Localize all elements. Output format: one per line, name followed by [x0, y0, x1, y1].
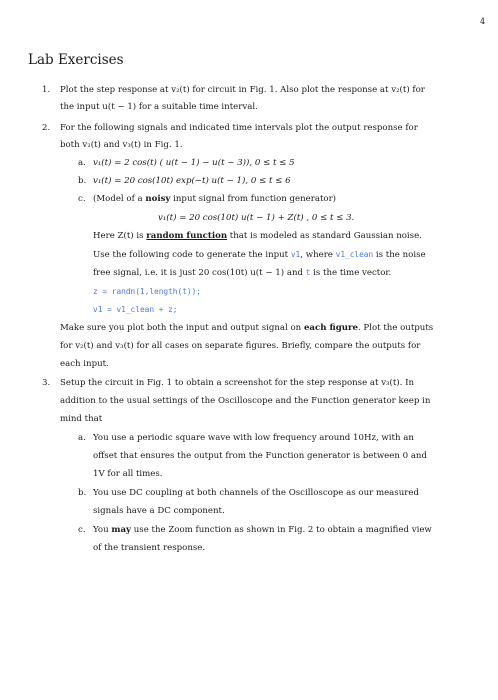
item-3a-line-1: You use a periodic square wave with low frequency around 10Hz, with an — [93, 433, 414, 443]
here-bold: random function — [146, 231, 228, 241]
code-line-1: z = randn(1,length(t)); — [93, 287, 201, 296]
use-mid: , where — [300, 250, 336, 260]
item-3-line-2: addition to the usual settings of the Oscilloscope and the Function generator keep in — [60, 396, 431, 406]
item-2b-text: v₁(t) = 20 cos(10t) exp(−t) u(t − 1), 0 ≤ t ≤ 6 — [93, 176, 291, 186]
item-2-line-1: For the following signals and indicated time intervals plot the output response for — [60, 123, 418, 133]
free-pre: free signal, i.e. it is just 20 cos(10t) u(t − 1) and — [93, 268, 306, 278]
item-2c-bold: noisy — [145, 194, 171, 204]
item-3b-line-2: signals have a DC component. — [93, 506, 225, 516]
item-2a-text: v₁(t) = 2 cos(t) ( u(t − 1) − u(t − 3)), 0 ≤ t ≤ 5 — [93, 158, 295, 168]
make-pre: Make sure you plot both the input and output signal on — [60, 323, 304, 333]
item-3b-letter: b. — [78, 488, 87, 498]
item-3c-bold: may — [111, 525, 132, 535]
item-2-make-line-1 — [60, 322, 433, 334]
use-pre: Use the following code to generate the input — [93, 250, 291, 260]
item-3a-line-2: offset that ensures the output from the Function generator is between 0 and — [93, 451, 427, 461]
free-post: is the time vector. — [310, 268, 392, 278]
code-line-2: v1 = v1_clean + z; — [93, 305, 178, 314]
item-2c-equation: v₁(t) = 20 cos(10t) u(t − 1) + Z(t) , 0 ≤ t ≤ 3. — [158, 213, 355, 223]
item-3c-line-2: of the transient response. — [93, 543, 206, 553]
item-2c-free-line — [93, 267, 391, 279]
item-3c-letter: c. — [78, 525, 86, 535]
here-pre: Here Z(t) is — [93, 231, 147, 241]
make-bold: each figure — [303, 323, 358, 333]
item-2-line-2: both v₂(t) and v₃(t) in Fig. 1. — [60, 140, 183, 150]
item-1-line-1: Plot the step response at v₂(t) for circuit in Fig. 1. Also plot the response at v₂(t) for — [60, 85, 425, 95]
item-3c-pre: You — [93, 525, 112, 535]
item-2-make-line-2: for v₂(t) and v₃(t) for all cases on separate figures. Briefly, compare the outputs for — [60, 341, 421, 351]
item-1-number: 1. — [42, 85, 51, 95]
item-2c-here-line — [93, 230, 422, 242]
item-2c-pre: (Model of a — [93, 194, 146, 204]
page-heading: Lab Exercises — [28, 52, 124, 68]
page-number: 4 — [480, 17, 486, 26]
item-1-line-2: the input u(t − 1) for a suitable time interval. — [60, 102, 258, 112]
item-2a-letter: a. — [78, 158, 86, 168]
item-3c-post: use the Zoom function as shown in Fig. 2 to obtain a magnified view — [131, 525, 432, 535]
item-2-make-line-3: each input. — [60, 359, 109, 369]
use-code-2: v1_clean — [335, 250, 374, 259]
use-post: is the noise — [373, 250, 426, 260]
item-2c-letter: c. — [78, 194, 86, 204]
item-2c-text — [93, 193, 336, 205]
item-2-number: 2. — [42, 123, 51, 133]
item-3-line-1: Setup the circuit in Fig. 1 to obtain a screenshot for the step response at v₃(t). In — [60, 378, 415, 388]
item-2c-use-line — [93, 249, 426, 261]
item-3b-line-1: You use DC coupling at both channels of the Oscilloscope as our measured — [93, 488, 419, 498]
item-3a-letter: a. — [78, 433, 86, 443]
make-post: . Plot the outputs — [357, 323, 434, 333]
here-post: that is modeled as standard Gaussian noise. — [227, 231, 422, 241]
item-3-number: 3. — [42, 378, 51, 388]
item-3-line-3: mind that — [60, 414, 103, 424]
use-code-1: v1 — [290, 250, 301, 259]
free-code: t — [305, 268, 311, 277]
item-2c-post: input signal from function generator) — [170, 194, 337, 204]
item-3a-line-3: 1V for all times. — [93, 469, 163, 479]
item-2b-letter: b. — [78, 176, 87, 186]
item-3c-line-1 — [93, 524, 432, 536]
